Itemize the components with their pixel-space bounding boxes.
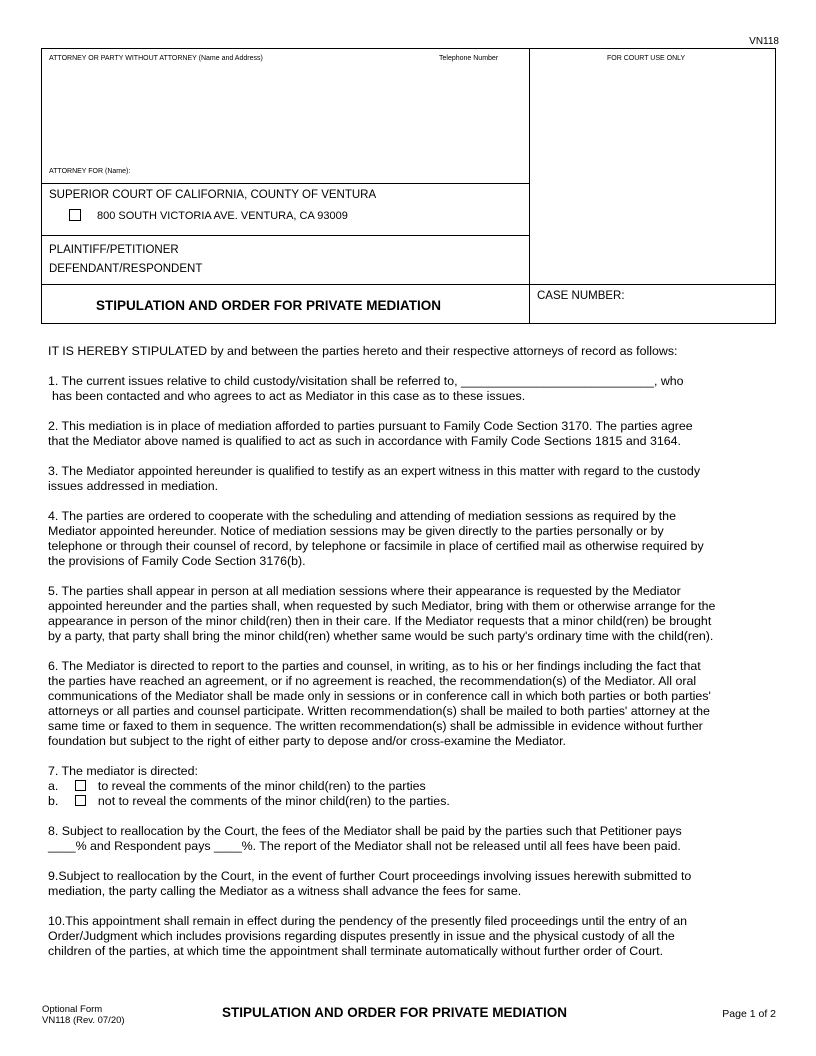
paragraph-6-line: the parties have reached an agreement, or if no agreement is reached, the recommendation(s) of the Mediator. All oral <box>48 674 697 688</box>
paragraph-7 <box>48 764 772 809</box>
option-a-row <box>48 779 772 794</box>
paragraph-1 <box>48 374 772 404</box>
attorney-for-label: ATTORNEY FOR (Name): <box>49 168 131 175</box>
option-b-row <box>48 794 772 809</box>
form-title: STIPULATION AND ORDER FOR PRIVATE MEDIATION <box>96 298 441 313</box>
caption-divider-vertical <box>529 49 530 324</box>
stipulation-body <box>48 344 772 974</box>
paragraph-8-line: ____% and Respondent pays ____%. The report of the Mediator shall not be released until all fees have been paid. <box>48 839 681 853</box>
paragraph-8 <box>48 824 772 854</box>
paragraph-5 <box>48 584 772 644</box>
paragraph-6-line: attorneys or all parties and counsel participate. Written recommendation(s) shall be mailed to both parties' attorney at the <box>48 704 710 718</box>
paragraph-6-line: same time or faxed to them in sequence. The written recommendation(s) shall be admissible in evidence without further <box>48 719 703 733</box>
paragraph-3-line: 3. The Mediator appointed hereunder is qualified to testify as an expert witness in this matter with regard to the custody <box>48 464 701 478</box>
court-use-label: FOR COURT USE ONLY <box>607 55 686 62</box>
paragraph-1-line: 1. The current issues relative to child custody/visitation shall be referred to, ____________________________, who <box>48 374 684 388</box>
court-name: SUPERIOR COURT OF CALIFORNIA, COUNTY OF VENTURA <box>49 189 377 201</box>
footer-revision: VN118 (Rev. 07/20) <box>42 1015 125 1026</box>
paragraph-3 <box>48 464 772 494</box>
paragraph-2-line: that the Mediator above named is qualified to act as such in accordance with Family Code Sections 1815 and 3164. <box>48 434 681 448</box>
option-b-letter: b. <box>48 794 59 808</box>
paragraph-6 <box>48 659 772 749</box>
paragraph-10-line: 10.This appointment shall remain in effect during the pendency of the presently filed proceedings until the entry of an <box>48 914 687 928</box>
paragraph-9-line: 9.Subject to reallocation by the Court, in the event of further Court proceedings involving issues herewith submitted to <box>48 869 692 883</box>
option-b-checkbox[interactable] <box>75 795 86 806</box>
paragraph-1-line: has been contacted and who agrees to act as Mediator in this case as to these issues. <box>52 389 526 403</box>
paragraph-6-line: 6. The Mediator is directed to report to the parties and counsel, in writing, as to his or her findings including the fact that <box>48 659 701 673</box>
paragraph-5-line: by a party, that party shall bring the minor child(ren) whether same would be such party's ordinary time with the child(ren). <box>48 629 714 643</box>
caption-divider-title <box>42 284 775 285</box>
option-a-letter: a. <box>48 779 59 793</box>
case-number-label: CASE NUMBER: <box>537 290 625 302</box>
caption-divider-parties <box>42 235 529 236</box>
paragraph-6-line: communications of the Mediator shall be made only in sessions or in conference call in which both parties or both parties' <box>48 689 711 703</box>
paragraph-4-line: the provisions of Family Code Section 3176(b). <box>48 554 306 568</box>
paragraph-10-line: children of the parties, at which time the appointment shall terminate automatically without further order of Court. <box>48 944 664 958</box>
paragraph-4-line: telephone or through their counsel of record, by telephone or facsimile in place of certified mail as otherwise required by <box>48 539 704 553</box>
paragraph-4-line: 4. The parties are ordered to cooperate with the scheduling and attending of mediation sessions as required by the <box>48 509 676 523</box>
plaintiff-label: PLAINTIFF/PETITIONER <box>49 244 179 256</box>
form-code: VN118 <box>749 36 779 47</box>
paragraph-3-line: issues addressed in mediation. <box>48 479 219 493</box>
defendant-label: DEFENDANT/RESPONDENT <box>49 263 203 275</box>
footer-form-info <box>42 1004 125 1026</box>
paragraph-4 <box>48 509 772 569</box>
paragraph-4-line: Mediator appointed hereunder. Notice of mediation sessions may be given directly to the parties personally or by <box>48 524 664 538</box>
option-a-checkbox[interactable] <box>75 780 86 791</box>
paragraph-5-line: appointed hereunder and the parties shall, when requested by such Mediator, bring with them or otherwise arrange for the <box>48 599 716 613</box>
paragraph-6-line: foundation but subject to the right of either party to depose and/or cross-examine the Mediator. <box>48 734 566 748</box>
footer-optional-form: Optional Form <box>42 1004 103 1015</box>
caption-divider-court <box>42 183 529 184</box>
footer-title: STIPULATION AND ORDER FOR PRIVATE MEDIATION <box>222 1005 567 1020</box>
telephone-label: Telephone Number <box>439 55 499 62</box>
paragraph-9 <box>48 869 772 899</box>
intro-paragraph: IT IS HEREBY STIPULATED by and between the parties hereto and their respective attorneys of record as follows: <box>48 344 678 358</box>
paragraph-5-line: 5. The parties shall appear in person at all mediation sessions where their appearance is requested by the Mediator <box>48 584 681 598</box>
footer-page-number: Page 1 of 2 <box>722 1008 776 1020</box>
attorney-label: ATTORNEY OR PARTY WITHOUT ATTORNEY (Name and Address) <box>49 55 263 62</box>
caption-box <box>41 48 776 324</box>
paragraph-10 <box>48 914 772 959</box>
paragraph-2-line: 2. This mediation is in place of mediation afforded to parties pursuant to Family Code Section 3170. The parties agree <box>48 419 693 433</box>
court-address: 800 SOUTH VICTORIA AVE. VENTURA, CA 93009 <box>97 210 348 222</box>
court-address-checkbox[interactable] <box>69 209 81 221</box>
option-a-text: to reveal the comments of the minor child(ren) to the parties <box>97 779 426 793</box>
paragraph-9-line: mediation, the party calling the Mediator as a witness shall advance the fees for same. <box>48 884 522 898</box>
paragraph-10-line: Order/Judgment which includes provisions regarding disputes presently in issue and the physical custody of all the <box>48 929 675 943</box>
paragraph-7-intro: 7. The mediator is directed: <box>48 764 198 778</box>
paragraph-5-line: appearance in person of the minor child(ren) then in their care. If the Mediator requests that a minor child(ren) be brought <box>48 614 712 628</box>
paragraph-2 <box>48 419 772 449</box>
paragraph-8-line: 8. Subject to reallocation by the Court, the fees of the Mediator shall be paid by the parties such that Petitioner pays <box>48 824 682 838</box>
option-b-text: not to reveal the comments of the minor child(ren) to the parties. <box>97 794 450 808</box>
